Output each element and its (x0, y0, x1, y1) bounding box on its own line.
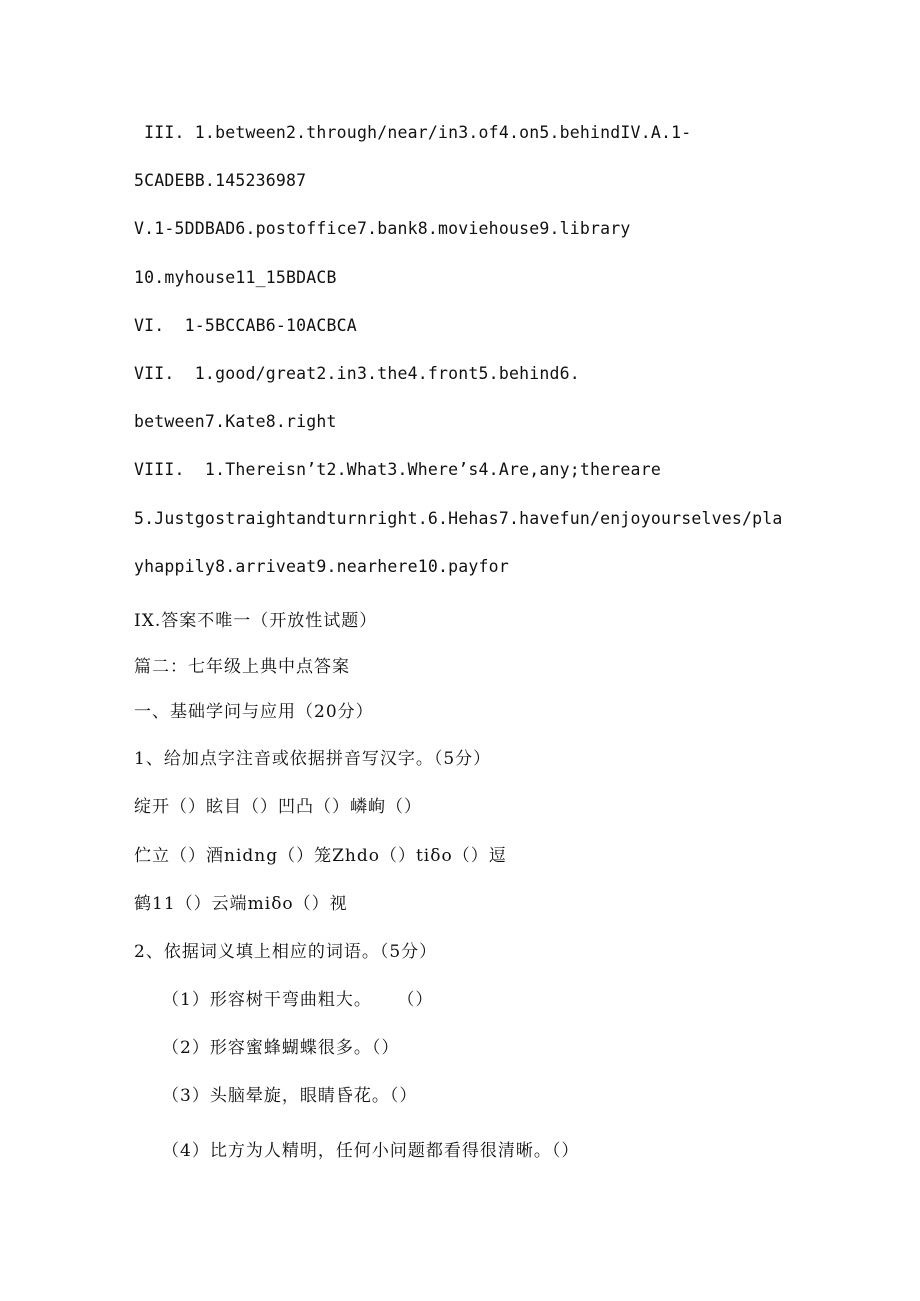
open-question-note: IX.答案不唯一（开放性试题） (134, 611, 378, 631)
answer-line-7: between7.Kate8.right (134, 412, 337, 431)
answer-line-8: VIII. 1.Thereisn’t2.What3.Where’s4.Are,any;thereare (134, 460, 661, 479)
question-1-heading: 1、给加点字注音或依据拼音写汉字。（5分） (134, 749, 492, 769)
answer-line-6: VII. 1.good/great2.in3.the4.front5.behind6. (134, 364, 580, 383)
answer-line-3: V.1-5DDBAD6.postoffice7.bank8.moviehouse9.library (134, 219, 631, 238)
question-2-item-3: （3）头脑晕旋，眼睛昏花。（） (162, 1086, 418, 1106)
part-heading: 一、基础学问与应用（20分） (134, 702, 374, 722)
question-2-item-1: （1）形容树干弯曲粗大。 （） (162, 990, 434, 1010)
question-1-line-1: 绽开（）眩目（）凹凸（）嶙峋（） (134, 797, 422, 817)
answer-line-1: III. 1.between2.through/near/in3.of4.on5.behindIV.A.1- (134, 123, 692, 142)
answer-line-5: VI. 1-5BCCAB6-10ACBCA (134, 316, 357, 335)
question-1-line-2: 伫立（）酒nidng（）笼Zhdo（）tiδo（）逗 (134, 846, 507, 866)
section-heading: 篇二：七年级上典中点答案 (134, 657, 350, 677)
answer-line-2: 5CADEBB.145236987 (134, 171, 307, 190)
answer-line-9: 5.Justgostraightandturnright.6.Hehas7.havefun/enjoyourselves/pla (134, 509, 783, 528)
answer-line-10: yhappily8.arriveat9.nearhere10.payfor (134, 557, 509, 576)
question-2-item-4: （4）比方为人精明，任何小问题都看得很清晰。（） (162, 1141, 580, 1161)
question-2-item-2: （2）形容蜜蜂蝴蝶很多。（） (162, 1038, 400, 1058)
question-1-line-3: 鹤11（）云端miδo（）视 (134, 894, 348, 914)
question-2-heading: 2、依据词义填上相应的词语。（5分） (134, 942, 438, 962)
answer-line-4: 10.myhouse11_15BDACB (134, 268, 337, 287)
